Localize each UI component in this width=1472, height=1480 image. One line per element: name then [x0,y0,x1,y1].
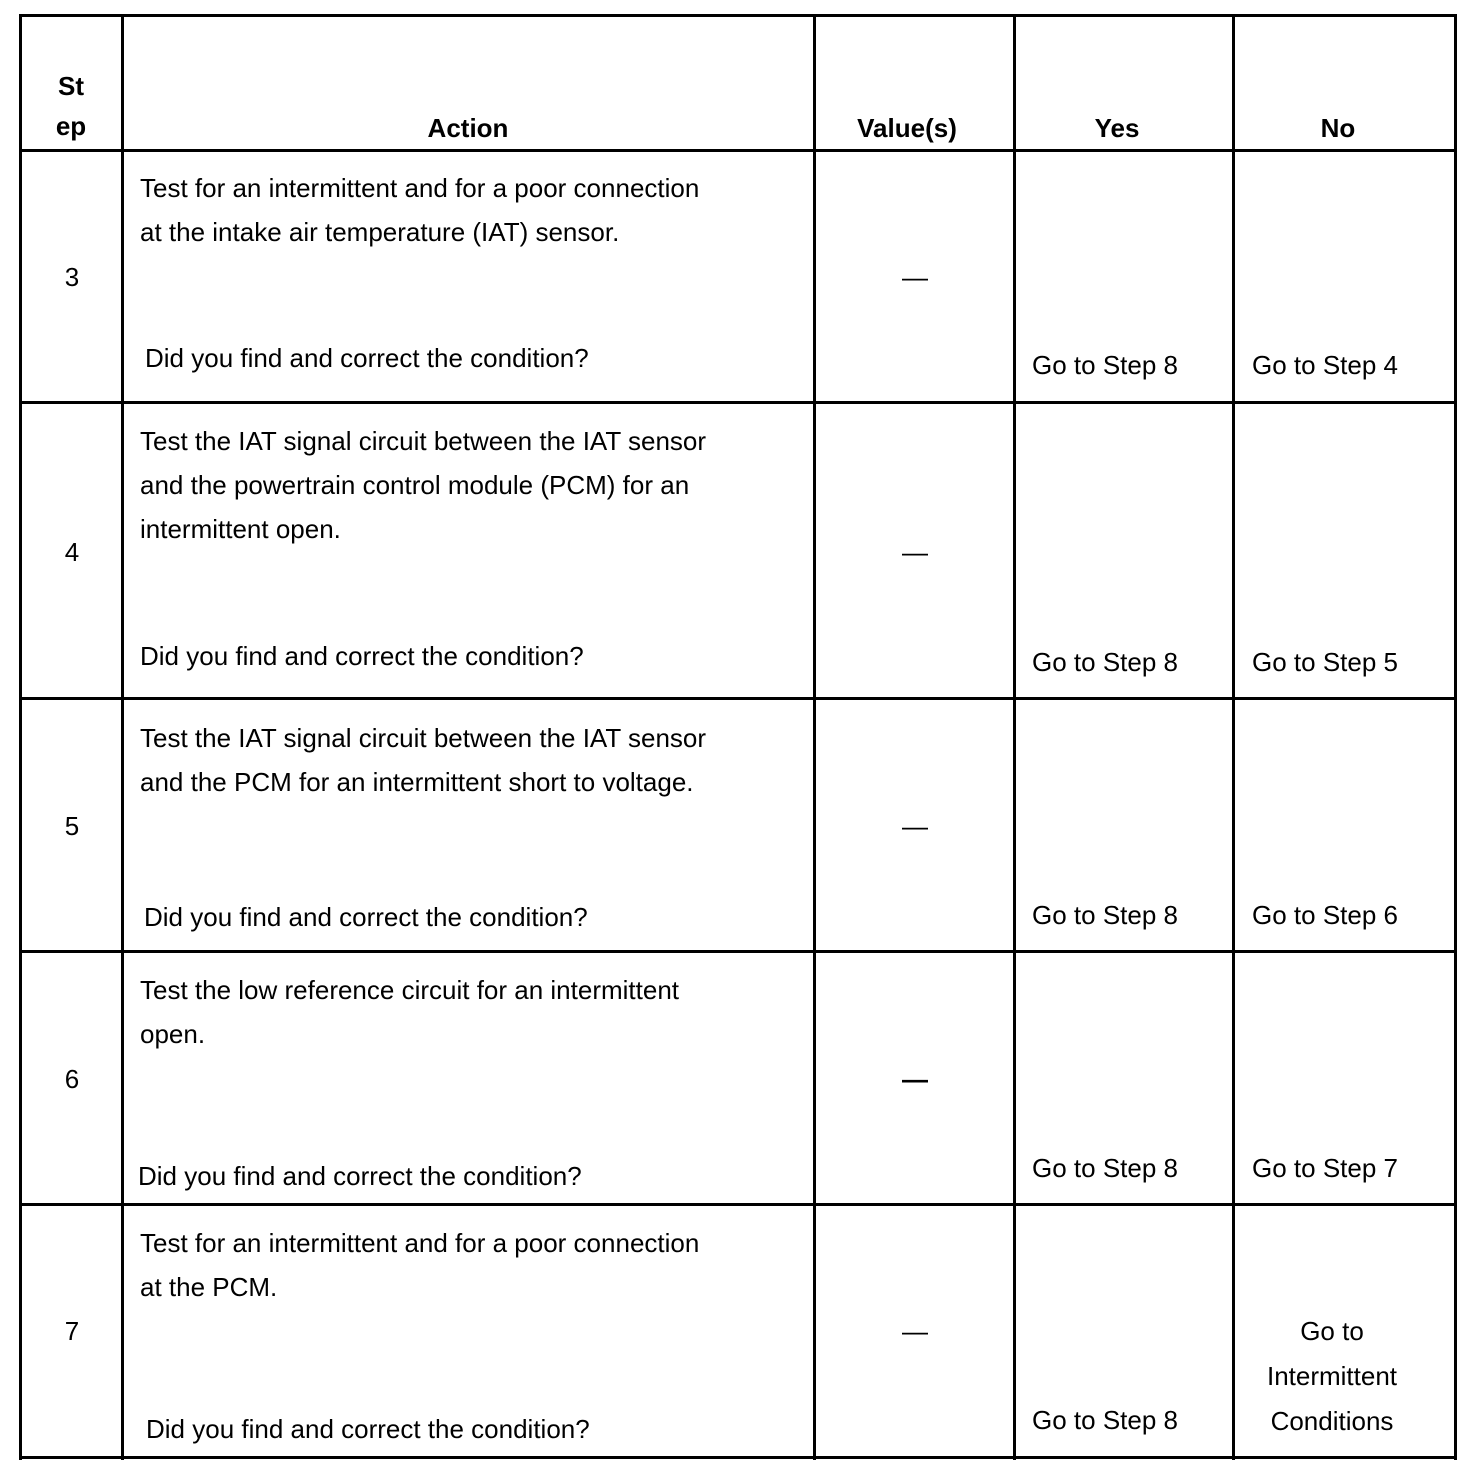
no-cell: Go to Step 4 [1252,350,1398,380]
row-divider [19,950,1457,953]
action-line: at the intake air temperature (IAT) sensor. [140,217,620,247]
value-cell: — [902,537,928,567]
action-question: Did you find and correct the condition? [145,343,589,373]
action-text [140,968,679,1056]
column-divider [1013,14,1016,1460]
column-divider [813,14,816,1460]
header-yes: Yes [1094,113,1140,143]
row-divider [19,1203,1457,1206]
no-cell [1236,1309,1428,1444]
column-divider [1232,14,1235,1460]
header-action: Action [427,113,509,143]
step-number: 6 [64,1064,80,1094]
action-text [140,1221,699,1309]
action-question: Did you find and correct the condition? [144,902,588,932]
header-no: No [1320,113,1356,143]
action-line: Test for an intermittent and for a poor connection [140,1228,700,1258]
step-number: 7 [64,1316,80,1346]
value-cell: — [902,811,928,841]
action-text [140,166,699,254]
yes-cell: Go to Step 8 [1032,900,1178,930]
action-text [140,419,706,551]
table-border-right [1454,14,1457,1460]
row-divider [19,697,1457,700]
action-line: Test the IAT signal circuit between the IAT sensor [140,723,707,753]
yes-cell: Go to Step 8 [1032,647,1178,677]
action-question: Did you find and correct the condition? [138,1161,582,1191]
action-line: Test the low reference circuit for an intermittent [140,975,680,1005]
header-step-line: ep [55,111,87,141]
table-border-top [19,14,1457,17]
value-cell: — [902,1316,928,1346]
value-cell: — [902,262,928,292]
value-cell: — [902,1064,928,1094]
action-line: and the powertrain control module (PCM) for an [140,470,690,500]
step-number: 5 [64,811,80,841]
row-divider [19,401,1457,404]
action-line: open. [140,1019,206,1049]
action-question: Did you find and correct the condition? [146,1414,590,1444]
no-cell-line: Intermittent [1266,1361,1398,1391]
step-number: 4 [64,537,80,567]
action-line: Test the IAT signal circuit between the IAT sensor [140,426,707,456]
table-border-left [19,14,22,1460]
table-border-bottom [19,1456,1457,1459]
action-line: Test for an intermittent and for a poor connection [140,173,700,203]
no-cell-line: Go to [1300,1316,1364,1346]
header-values: Value(s) [857,113,957,143]
no-cell: Go to Step 6 [1252,900,1398,930]
action-text [140,716,706,804]
no-cell: Go to Step 5 [1252,647,1398,677]
action-line: intermittent open. [140,514,341,544]
column-divider [121,14,124,1460]
no-cell: Go to Step 7 [1252,1153,1398,1183]
action-question: Did you find and correct the condition? [140,641,584,671]
header-step-line: St [58,71,84,101]
step-number: 3 [64,262,80,292]
action-line: at the PCM. [140,1272,278,1302]
header-step [22,66,120,146]
yes-cell: Go to Step 8 [1032,350,1178,380]
yes-cell: Go to Step 8 [1032,1405,1178,1435]
action-line: and the PCM for an intermittent short to voltage. [140,767,694,797]
no-cell-line: Conditions [1270,1406,1394,1436]
yes-cell: Go to Step 8 [1032,1153,1178,1183]
